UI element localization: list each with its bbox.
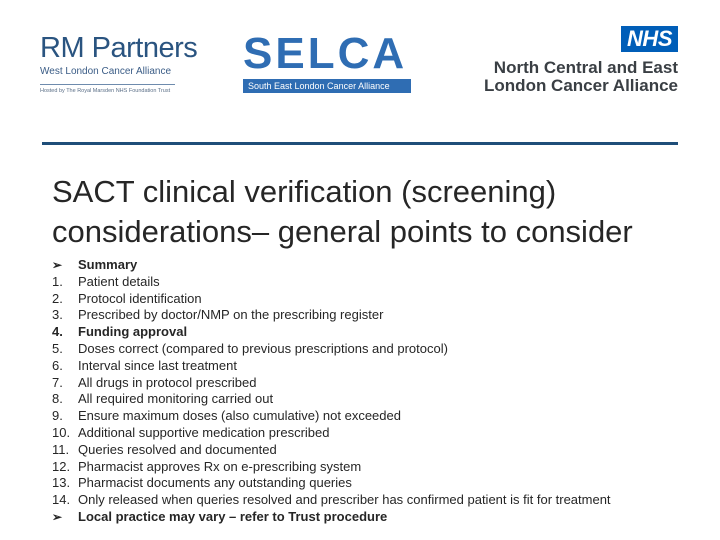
arrow-bullet-icon: ➢	[52, 258, 63, 272]
list-item-text: Doses correct (compared to previous prescriptions and protocol)	[78, 340, 448, 356]
rm-partners-logo-rule	[40, 84, 175, 85]
nhs-alliance-logo	[480, 26, 680, 96]
list-item-text: Pharmacist documents any outstanding queries	[78, 475, 352, 491]
list-item-number: 7.	[52, 374, 63, 390]
list-item-text: Summary	[78, 257, 138, 272]
list-item-number: 10.	[52, 424, 71, 440]
list-item-number: 2.	[52, 290, 63, 306]
selca-logo	[243, 29, 416, 98]
list-item-text: Pharmacist approves Rx on e-prescribing system	[78, 458, 362, 474]
selca-logo-word: SELCA	[243, 29, 408, 78]
list-item-text: Only released when queries resolved and prescriber has confirmed patient is fit for treatment	[78, 492, 611, 508]
nhs-badge: NHS	[621, 26, 678, 52]
list-item-text: Interval since last treatment	[78, 357, 237, 373]
list-item-text: Protocol identification	[78, 290, 202, 306]
list-item-text: All drugs in protocol prescribed	[78, 374, 257, 390]
list-item-number: 1.	[52, 273, 63, 289]
list-item-number: 3.	[52, 307, 63, 323]
list-item-number: 14.	[52, 492, 71, 508]
rm-partners-logo-subtitle: West London Cancer Alliance	[40, 66, 172, 77]
list-item-number: 13.	[52, 475, 71, 491]
list-item-text: Local practice may vary – refer to Trust procedure	[78, 508, 388, 524]
list-item-text: Prescribed by doctor/NMP on the prescribing register	[78, 307, 384, 323]
selca-logo-subtitle: South East London Cancer Alliance	[243, 79, 411, 93]
list-item-number: 9.	[52, 408, 63, 424]
list-item-text: Ensure maximum doses (also cumulative) not exceeded	[78, 408, 401, 424]
header-divider	[42, 142, 678, 145]
list-item-number: 11.	[52, 441, 70, 457]
list-item-text: Additional supportive medication prescribed	[78, 424, 330, 440]
rm-partners-logo-title: RM Partners	[40, 32, 198, 64]
list-item-text: Queries resolved and documented	[78, 441, 277, 457]
nhs-alliance-name-line2: London Cancer Alliance	[484, 76, 678, 95]
arrow-bullet-icon: ➢	[52, 509, 63, 524]
list-item-number: 8.	[52, 391, 63, 407]
list-item-text: All required monitoring carried out	[78, 391, 274, 407]
list-item-number: 6.	[52, 357, 63, 373]
list-item-number: 12.	[52, 458, 71, 474]
rm-partners-logo	[40, 32, 198, 104]
slide-title: SACT clinical verification (screening) considerations– general points to consider	[52, 174, 633, 249]
rm-partners-logo-host: Hosted by The Royal Marsden NHS Foundation Trust	[40, 88, 171, 94]
list-item-text: Funding approval	[78, 324, 188, 340]
nhs-alliance-name-line1: North Central and East	[493, 58, 678, 77]
list-item-number: 4.	[52, 324, 63, 340]
list-item-number: 5.	[52, 340, 63, 356]
list-item-text: Patient details	[78, 273, 160, 289]
